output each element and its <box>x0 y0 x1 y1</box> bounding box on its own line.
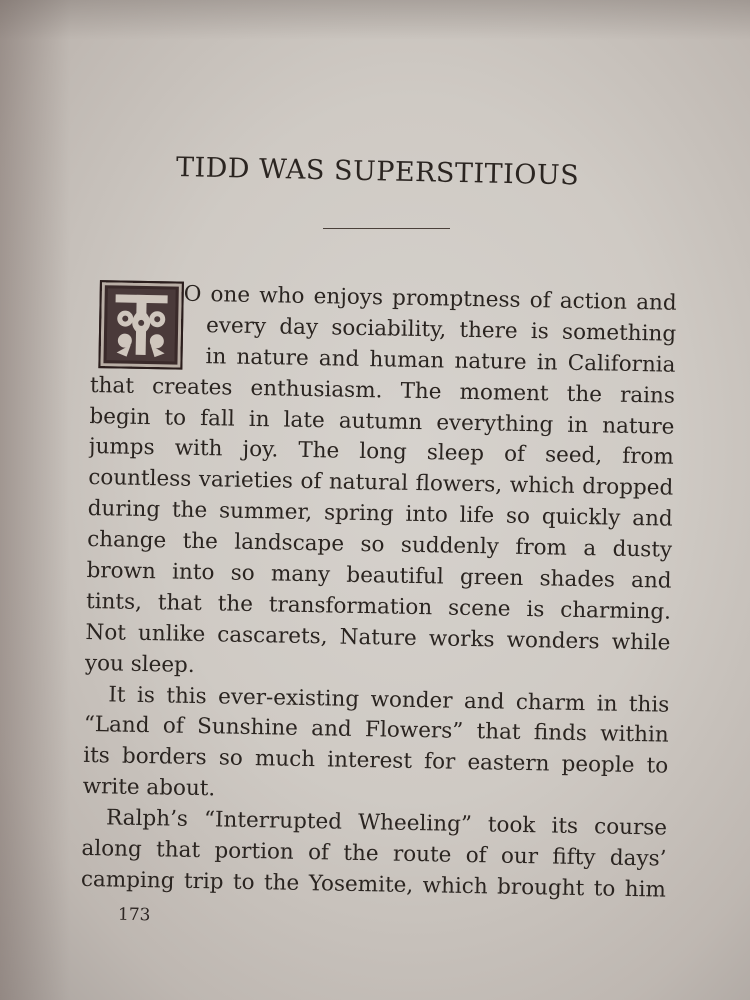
text-line: Ralph’s “Interrupted Wheeling” took its course <box>105 805 668 841</box>
text-line: you sleep. <box>84 650 195 678</box>
body-text <box>81 278 677 906</box>
text-line: tints, that the transformation scene is charming. <box>85 588 672 625</box>
title-divider <box>323 228 450 229</box>
text-line: It is this ever-existing wonder and charm in this <box>108 681 670 718</box>
text-line: write about. <box>82 774 216 802</box>
text-line: its borders so much interest for eastern people to <box>83 743 669 779</box>
text-line: along that portion of the route of our fifty days’ <box>81 835 667 872</box>
text-line: that creates enthusiasm. The moment the rains <box>89 372 676 409</box>
text-line: O one who enjoys promptness of action and <box>183 281 677 316</box>
text-line: jumps with joy. The long sleep of seed, from <box>88 434 675 471</box>
chapter-title: TIDD WAS SUPERSTITIOUS <box>175 152 580 192</box>
text-line: begin to fall in late autumn everything in nature <box>89 403 675 440</box>
page-shadow <box>0 0 70 1000</box>
text-line: camping trip to the Yosemite, which brought to him <box>80 866 667 903</box>
drop-cap-ornament <box>106 288 175 361</box>
text-line: “Land of Sunshine and Flowers” that finds within <box>83 712 669 749</box>
text-line: every day sociability, there is something <box>205 312 677 347</box>
text-line: during the summer, spring into life so quickly and <box>87 496 673 532</box>
text-line: Not unlike cascarets, Nature works wonders while <box>85 619 671 656</box>
ornamental-initial-icon <box>98 280 184 370</box>
text-line: countless varieties of natural flowers, which dropped <box>88 465 674 502</box>
text-line: brown into so many beautiful green shades and <box>86 557 672 594</box>
page-shadow-top <box>0 0 750 40</box>
text-line: change the landscape so suddenly from a dusty <box>86 527 673 563</box>
page-number: 173 <box>117 904 151 926</box>
text-line: in nature and human nature in California <box>205 343 676 378</box>
